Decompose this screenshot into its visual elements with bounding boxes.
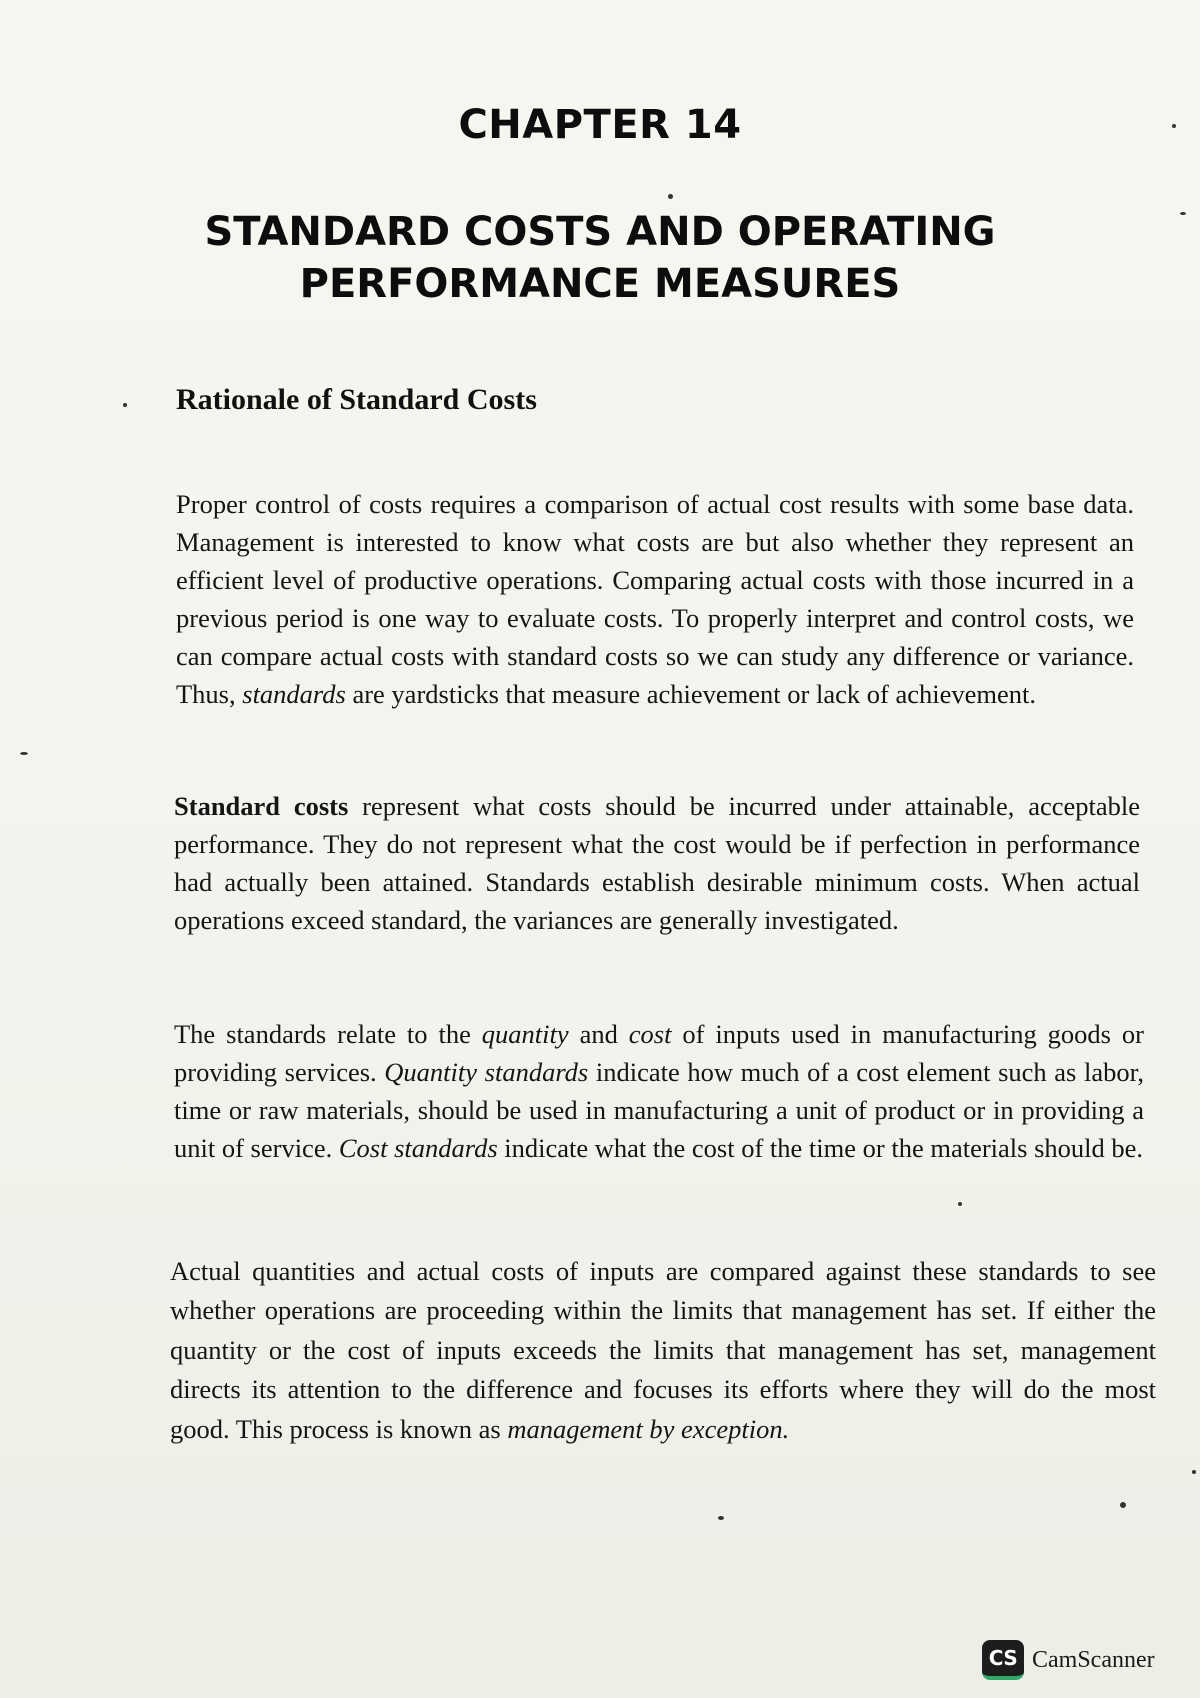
- paragraph-4-text: Actual quantities and actual costs of inputs are compared against these standards to see whether operations are proceeding within the limits that management has set. If either the quantity or the cost of inputs exceeds the limits that management has set, management directs its attention to the difference and focuses its efforts where they will do the most good. This process is known as: [170, 1255, 1156, 1444]
- scan-speck: [668, 194, 673, 199]
- chapter-title: [0, 206, 1200, 310]
- paragraph-1-text-a: Proper control of costs requires a comparison of actual cost results with some base data. Management is interested to know what costs are but also whether they represent an efficient level of productive operations. Comparing actual costs with those incurred in a previous period is one way to evaluate costs. To properly interpret and control costs, we can compare actual costs with standard costs so we can study any difference or variance. Thus,: [176, 488, 1134, 709]
- scan-speck: [1180, 212, 1186, 215]
- camscanner-logo-icon: [982, 1640, 1024, 1680]
- scan-speck: [123, 403, 127, 407]
- paragraph-3-emphasis-quantity-standards: Quantity standards: [384, 1056, 589, 1087]
- camscanner-name: CamScanner: [1032, 1646, 1155, 1673]
- scan-speck: [20, 752, 28, 755]
- paragraph-3-emphasis-cost-standards: Cost standards: [338, 1132, 498, 1163]
- paragraph-2-text: represent what costs should be incurred under attainable, acceptable performance. They do not represent what the cost would be if perfection in performance had actually been attained. Standards establish desirable minimum costs. When actual operations exceed standard, the variances are generally investigated.: [174, 790, 1140, 935]
- paragraph-3: [174, 1015, 1144, 1167]
- paragraph-2: [174, 787, 1140, 939]
- paragraph-3-text-a: The standards relate to the: [174, 1018, 482, 1049]
- paragraph-3-text-d: indicate how much of a cost element such as labor, time or raw materials, should be used in manufacturing a unit of product or in providing a unit of service.: [174, 1056, 1144, 1163]
- chapter-title-line-1: STANDARD COSTS AND OPERATING: [204, 209, 996, 255]
- paragraph-3-text-e: indicate what the cost of the time or the materials should be.: [497, 1132, 1144, 1163]
- paragraph-4-emphasis: management by exception.: [507, 1413, 790, 1444]
- paragraph-3-text-c: of inputs used in manufacturing goods or providing services.: [174, 1018, 1144, 1087]
- paragraph-3-text-b: and: [568, 1018, 629, 1049]
- paragraph-1-emphasis: standards: [242, 678, 346, 709]
- chapter-title-line-2: PERFORMANCE MEASURES: [299, 261, 901, 307]
- paragraph-2-term: Standard costs: [174, 790, 349, 821]
- camscanner-logo-text: CS: [988, 1646, 1018, 1670]
- camscanner-watermark: [982, 1640, 1155, 1680]
- scan-speck: [1172, 124, 1176, 128]
- paragraph-1: [176, 485, 1134, 713]
- chapter-number: CHAPTER 14: [458, 102, 742, 148]
- paragraph-4: [170, 1252, 1156, 1450]
- scan-speck: [718, 1516, 724, 1520]
- scan-speck: [958, 1202, 962, 1206]
- paragraph-1-text-b: are yardsticks that measure achievement or lack of achievement.: [345, 678, 1036, 709]
- paragraph-3-emphasis-cost: cost: [628, 1018, 672, 1049]
- paragraph-3-emphasis-quantity: quantity: [481, 1018, 569, 1049]
- scan-speck: [1192, 1470, 1196, 1474]
- scan-speck: [1120, 1502, 1126, 1508]
- section-heading: Rationale of Standard Costs: [176, 383, 537, 416]
